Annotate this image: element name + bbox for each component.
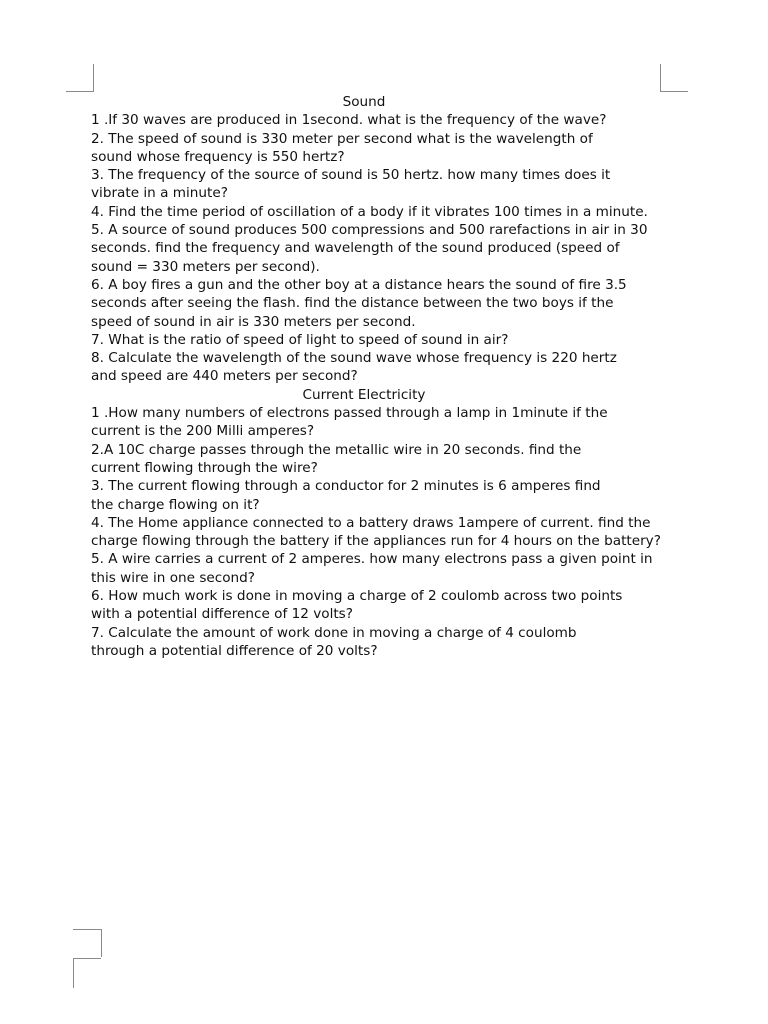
question-item (91, 624, 691, 661)
question-line: 6. A boy fires a gun and the other boy at a distance hears the sound of fire 3.5 (91, 276, 627, 293)
question-line: 4. Find the time period of oscillation of a body if it vibrates 100 times in a minute. (91, 203, 648, 220)
question-item (91, 587, 691, 624)
crop-mark-bottom-left-horizontal-2 (73, 958, 101, 959)
crop-mark-top-left-vertical (93, 64, 94, 92)
crop-mark-bottom-left-horizontal-1 (73, 929, 101, 930)
question-line: vibrate in a minute? (91, 185, 228, 202)
question-item (91, 550, 691, 587)
question-item (91, 331, 691, 349)
question-line: 3. The frequency of the source of sound is 50 hertz. how many times does it (91, 167, 611, 184)
question-line: with a potential difference of 12 volts? (91, 606, 353, 623)
question-line: current flowing through the wire? (91, 459, 318, 476)
question-item (91, 477, 691, 514)
question-line: seconds. find the frequency and wavelength of the sound produced (speed of (91, 240, 620, 257)
question-line: 5. A wire carries a current of 2 amperes. how many electrons pass a given point in (91, 551, 653, 568)
question-line: and speed are 440 meters per second? (91, 368, 358, 385)
question-line: 1 .If 30 waves are produced in 1second. what is the frequency of the wave? (91, 112, 607, 129)
question-line: through a potential difference of 20 volts? (91, 642, 378, 659)
question-item (91, 111, 691, 129)
question-line: sound = 330 meters per second). (91, 258, 320, 275)
question-line: 3. The current flowing through a conductor for 2 minutes is 6 amperes find (91, 478, 601, 495)
question-item (91, 276, 691, 331)
question-line: 8. Calculate the wavelength of the sound wave whose frequency is 220 hertz (91, 350, 617, 367)
question-item (91, 203, 691, 221)
question-line: the charge flowing on it? (91, 496, 260, 513)
document-body (91, 93, 691, 660)
question-line: sound whose frequency is 550 hertz? (91, 148, 345, 165)
question-item (91, 349, 691, 386)
section-heading: Sound (342, 94, 386, 110)
crop-mark-bottom-left-vertical-2 (73, 958, 74, 988)
question-line: charge flowing through the battery if the appliances run for 4 hours on the battery? (91, 533, 661, 550)
question-item (91, 441, 691, 478)
question-line: 6. How much work is done in moving a charge of 2 coulomb across two points (91, 588, 623, 605)
question-line: 7. What is the ratio of speed of light to speed of sound in air? (91, 331, 509, 348)
question-line: 1 .How many numbers of electrons passed through a lamp in 1minute if the (91, 405, 608, 422)
question-line: 4. The Home appliance connected to a battery draws 1ampere of current. find the (91, 514, 651, 531)
crop-mark-top-left-horizontal (66, 91, 94, 92)
question-item (91, 514, 691, 551)
question-line: 5. A source of sound produces 500 compressions and 500 rarefactions in air in 30 (91, 222, 648, 239)
question-line: seconds after seeing the flash. find the distance between the two boys if the (91, 295, 614, 312)
question-line: 2. The speed of sound is 330 meter per second what is the wavelength of (91, 130, 593, 147)
question-line: 2.A 10C charge passes through the metallic wire in 20 seconds. find the (91, 441, 582, 458)
crop-mark-top-right-horizontal (660, 91, 688, 92)
question-item (91, 166, 691, 203)
section-heading: Current Electricity (302, 386, 426, 403)
question-item (91, 404, 691, 441)
question-item (91, 221, 691, 276)
question-line: 7. Calculate the amount of work done in moving a charge of 4 coulomb (91, 624, 577, 641)
crop-mark-top-right-vertical (660, 64, 661, 92)
question-line: speed of sound in air is 330 meters per second. (91, 313, 416, 330)
crop-mark-bottom-left-vertical-1 (101, 929, 102, 957)
question-line: this wire in one second? (91, 569, 256, 586)
question-line: current is the 200 Milli amperes? (91, 423, 315, 440)
question-item (91, 130, 691, 167)
